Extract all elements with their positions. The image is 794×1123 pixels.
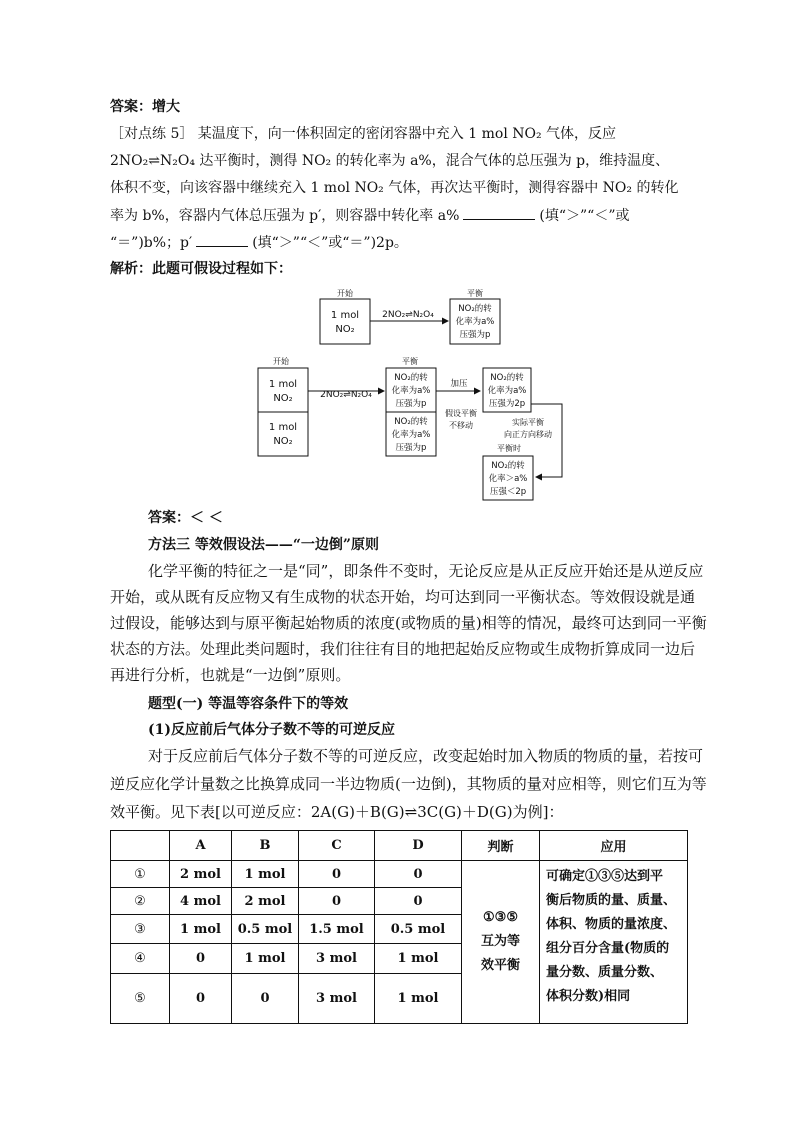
table-cell: 1 mol [232,944,299,974]
practice-line-2: 2NO₂⇌N₂O₄ 达平衡时，测得 NO₂ 的转化率为 a%，混合气体的总压强为 p，维持温度、 [110,153,670,169]
actual-1: 实际平衡 [512,418,544,427]
table-cell: 0 [299,888,375,915]
practice-line-5-b: (填“＞”“＜”或“＝”)2p。 [252,235,408,251]
header-cell: D [375,831,462,861]
method-line-3: 过假设，能够达到与原平衡起始物质的浓度(或物质的量)相等的情况，最终可达到同一平衡 [110,614,707,632]
top-reaction: 2NO₂⇌N₂O₄ [382,310,434,320]
header-cell [111,831,170,861]
type1-subtitle: (1)反应前后气体分子数不等的可逆反应 [148,722,395,738]
application-line: 衡后物质的量、质量、 [546,893,677,908]
bal-a-1: NO₂的转 [394,373,428,383]
bal-b-2: 化率为a% [391,430,431,440]
method-line-1: 化学平衡的特征之一是“同”，即条件不变时，无论反应是从正反应开始还是从逆反应 [148,562,704,580]
actual-2: 向正方向移动 [504,430,552,439]
table-cell: ⑤ [111,974,170,1024]
equilibrium-table [110,830,688,1024]
bottom-no2-2: NO₂ [273,436,293,447]
bal-b-1: NO₂的转 [394,417,428,427]
table-cell: 0.5 mol [375,915,462,944]
bal-a-2: 化率为a% [391,386,431,396]
judge-line: 互为等 [480,934,520,949]
judge-line: 效平衡 [480,958,520,973]
method-line-2: 开始，或从既有反应物又有生成物的状态开始，均可达到同一平衡状态。等效假设就是通 [110,588,696,606]
bal-a-3: 压强为p [395,399,427,409]
bottom-reaction: 2NO₂⇌N₂O₄ [320,390,372,400]
table-cell: 0 [375,861,462,888]
top-eq-1: NO₂的转 [458,304,492,314]
compress-label: 加压 [450,379,468,389]
header-cell: 应用 [540,831,688,861]
practice-line-4-tail: (填“＞”“＜”或 [539,208,630,224]
top-start-label: 开始 [337,289,353,298]
practice-line-3: 体积不变，向该容器中继续充入 1 mol NO₂ 气体，再次达平衡时，测得容器中 NO₂ 的转化 [110,180,679,196]
process-diagram [0,0,794,520]
application-line: 量分数、质量分数、 [546,965,664,980]
assume-1: 假设平衡 [445,409,477,418]
table-header-row [111,831,688,861]
table-cell: 0 [170,974,232,1024]
top-mol: 1 mol [330,310,360,321]
bottom-mol-1: 1 mol [268,379,298,390]
table-cell: 0 [299,861,375,888]
assume-2: 不移动 [449,421,473,430]
type1-line-3: 效平衡。见下表[以可逆反应：2A(G)＋B(G)⇌3C(G)＋D(G)为例]： [110,803,564,821]
method-title: 方法三 等效假设法——“一边倒”原则 [148,537,379,553]
table-cell: ③ [111,915,170,944]
table-cell: ② [111,888,170,915]
table-cell: 1 mol [375,974,462,1024]
table-cell: 0 [170,944,232,974]
p2-1: NO₂的转 [490,373,524,383]
at-balance-label: 平衡时 [497,444,521,453]
application-line: 体积、物质的量浓度、 [546,917,677,932]
table-cell: 1 mol [375,944,462,974]
analysis-label: 解析：此题可假设过程如下： [110,261,292,277]
top-start-box [320,299,370,344]
p2-3: 压强为2p [488,399,526,409]
header-cell: 判断 [462,831,540,861]
application-line: 可确定①③⑤达到平 [546,869,664,884]
top-eq-2: 化率为a% [455,317,495,327]
top-balance-label: 平衡 [467,289,483,298]
bottom-balance-label: 平衡 [402,357,418,366]
top-no2: NO₂ [335,324,355,335]
type1-title: 题型(一) 等温等容条件下的等效 [148,696,349,712]
table-cell: 1 mol [232,861,299,888]
table-cell: 2 mol [170,861,232,888]
final-1: NO₂的转 [491,461,525,471]
bottom-no2-1: NO₂ [273,393,293,404]
table-cell: 4 mol [170,888,232,915]
final-2: 化率＞a% [488,474,528,484]
answer-2: 答案：＜ ＜ [148,510,223,526]
bal-b-3: 压强为p [395,443,427,453]
top-eq-3: 压强为p [459,330,491,340]
table-cell: 1 mol [170,915,232,944]
table-cell: ① [111,861,170,888]
header-cell: C [299,831,375,861]
method-line-5: 再进行分析，也就是“一边倒”原则。 [110,666,351,684]
application-cell [540,861,688,1024]
practice-line-5-a: “＝”)b%；p′ [110,235,193,251]
table-row [111,861,688,888]
table-cell: 2 mol [232,888,299,915]
table-cell: 1.5 mol [299,915,375,944]
header-cell: B [232,831,299,861]
answer-1: 答案：增大 [110,99,180,115]
practice-line-1: ［对点练 5］ 某温度下，向一体积固定的密闭容器中充入 1 mol NO₂ 气体，反应 [110,126,617,142]
type1-line-2: 逆反应化学计量数之比换算成同一半边物质(一边倒)，其物质的量对应相等，则它们互为等 [110,775,707,793]
bottom-start-label: 开始 [273,357,289,366]
table-cell: 3 mol [299,974,375,1024]
application-line: 组分百分含量(物质的 [546,941,670,956]
table-cell: 0.5 mol [232,915,299,944]
judge-line: ①③⑤ [483,910,518,925]
application-line: 体积分数)相同 [546,989,631,1004]
practice-line-4-text: 率为 b%，容器内气体总压强为 p′，则容器中转化率 a% [110,208,460,224]
shift-arrow [531,404,562,477]
judge-cell [462,861,540,1024]
table-cell: 0 [232,974,299,1024]
table-cell: ④ [111,944,170,974]
p2-2: 化率为a% [487,386,527,396]
bottom-mol-2: 1 mol [268,422,298,433]
table-cell: 0 [375,888,462,915]
type1-line-1: 对于反应前后气体分子数不等的可逆反应，改变起始时加入物质的物质的量，若按可 [148,747,704,765]
header-cell: A [170,831,232,861]
method-line-4: 状态的方法。处理此类问题时，我们往往有目的地把起始反应物或生成物折算成同一边后 [110,640,696,658]
table-cell: 3 mol [299,944,375,974]
final-3: 压强＜2p [489,487,527,497]
